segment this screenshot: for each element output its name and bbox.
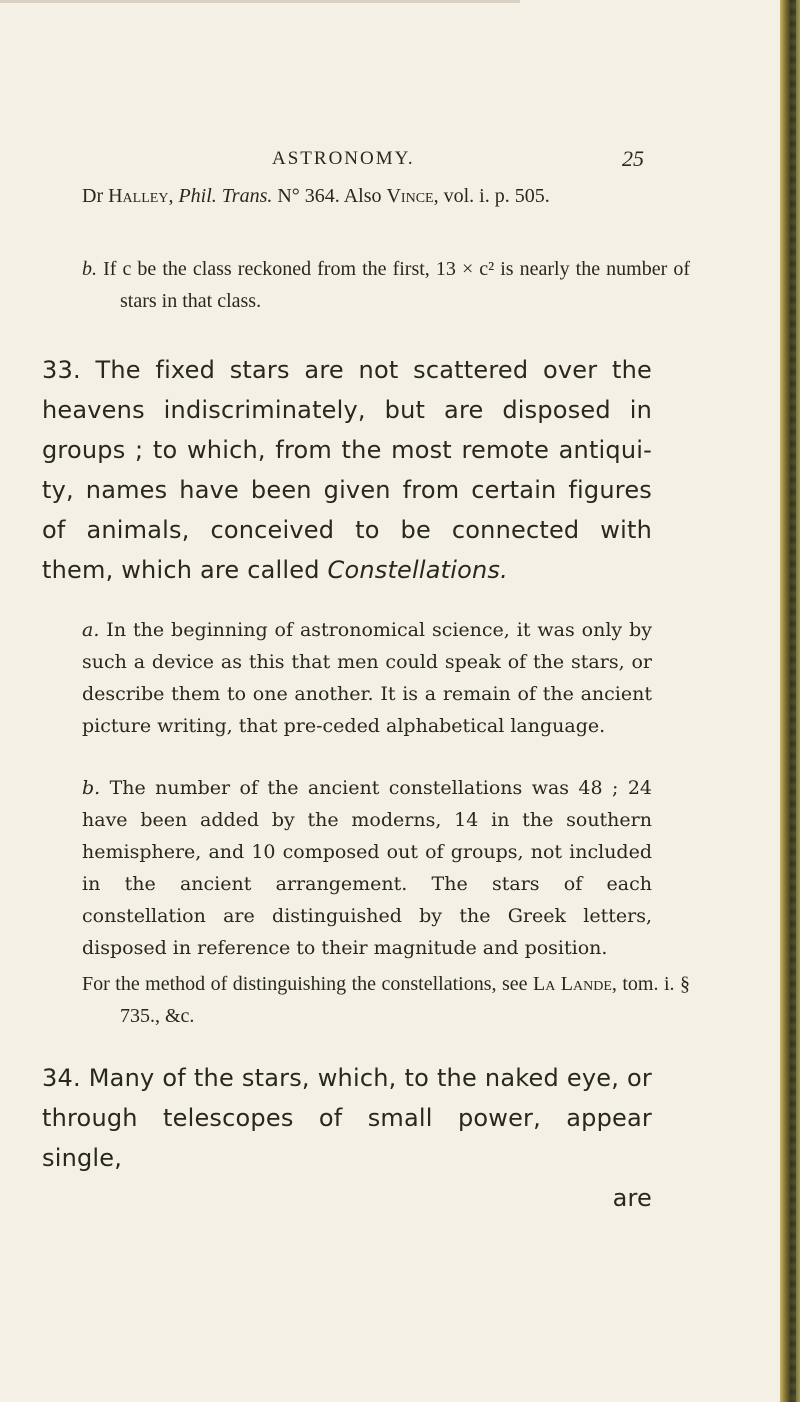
note-label: a. — [82, 619, 100, 641]
running-title: ASTRONOMY. — [272, 148, 415, 169]
note-text: If c be the class reckoned from the first, 13 × c² is nearly the number of stars in that class. — [97, 258, 690, 312]
note-text: The number of the ancient constellations was 48 ; 24 have been added by the moderns, 14 in the southern hemisphere, and 10 composed out of groups, not included in the ancient arrangement. The stars of each constellation are distinguished by the Greek letters, disposed in reference to their magnitude and position. — [82, 777, 652, 959]
note-b-count — [82, 772, 652, 964]
paragraph-text: 33. The fixed stars are not scattered over the heavens indiscriminately, but are disposed in groups ; to which, from the most remote antiqui-ty, names have been given from certain figures of animals, conceived to be connected with them, which are called — [42, 356, 652, 584]
book-spine-edge — [780, 0, 800, 1402]
note-text: In the beginning of astronomical science, it was only by such a device as this that men could speak of the stars, or describe them to one another. It is a remain of the ancient picture writing, that pre-ceded alphabetical language. — [82, 619, 652, 737]
note-halley: Dr Halley, Phil. Trans. N° 364. Also Vince, vol. i. p. 505. — [82, 185, 550, 207]
work-title: Phil. Trans. — [178, 185, 273, 207]
note-label: b. — [82, 777, 101, 799]
paragraph-34 — [42, 1058, 652, 1218]
note-b-class — [82, 253, 690, 317]
author-vince: Vince — [386, 185, 434, 207]
top-edge-line — [0, 0, 520, 3]
page-number: 25 — [622, 146, 644, 171]
author-lalande: La Lande — [532, 973, 612, 995]
term-constellations: Constellations. — [327, 556, 508, 584]
note-label: b. — [82, 258, 97, 280]
note-a — [82, 614, 652, 742]
paragraph-text: 34. Many of the stars, which, to the naked eye, or through telescopes of small power, appear single, — [42, 1064, 652, 1172]
author-halley: Halley — [108, 185, 169, 207]
note-method: For the method of distinguishing the constellations, see La Lande, tom. i. § 735., &c. — [82, 973, 690, 1027]
paragraph-33 — [42, 350, 652, 590]
catchword: are — [612, 1184, 652, 1212]
spine-texture — [790, 0, 796, 1402]
